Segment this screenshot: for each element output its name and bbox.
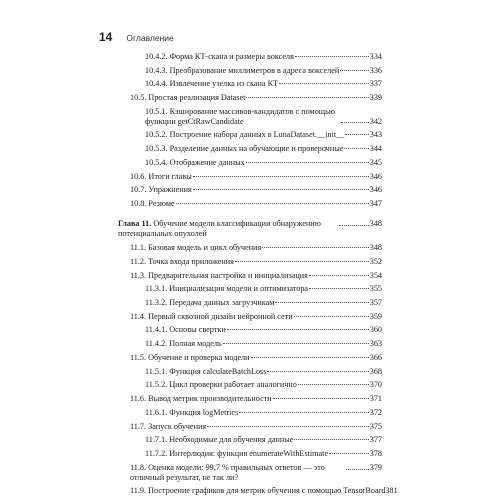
toc-entry[interactable] (130, 243, 382, 253)
toc-entry-page: 368 (369, 366, 382, 376)
leader-dots (344, 147, 368, 149)
toc-entry-title: 11.5.2. Цикл проверки работает аналогично (145, 380, 297, 390)
toc-entry[interactable] (145, 130, 382, 140)
toc-entry-title: 11.6. Вывод метрик производительности (130, 394, 272, 404)
toc-entry-page: 359 (369, 311, 382, 321)
leader-dots (346, 468, 369, 470)
toc-entry-title: 11.8. Оценка модели: 99,7 % правильных ответов — это отличный результат, не так ли? (130, 462, 325, 482)
page-header (99, 30, 174, 44)
toc-entry-title: 11.2. Точка входа приложения (130, 256, 234, 266)
leader-dots (227, 328, 369, 330)
toc-entry-page: 346 (369, 185, 382, 195)
toc-entry[interactable] (130, 185, 382, 195)
toc-entry-title: 10.4.2. Форма КТ-скана и размеры вокселя (145, 52, 294, 61)
toc-entry-page: 334 (369, 52, 382, 61)
toc-entry[interactable] (130, 353, 382, 363)
toc-entry-title: 11.5. Обучение и проверка модели (130, 352, 250, 362)
leader-dots (309, 287, 369, 289)
leader-dots (345, 133, 368, 135)
toc-entry-page: 360 (369, 325, 382, 335)
toc-entry-title: 10.5.3. Разделение данных на обучающие и проверочные (145, 144, 344, 154)
toc-entry[interactable] (130, 199, 382, 209)
toc-entry-page: 370 (369, 380, 382, 390)
leader-dots (275, 301, 368, 303)
toc-entry-page: 343 (369, 130, 382, 140)
toc-entry-title: 10.5.1. Кэширование массивов-кандидатов с помощью функции getCtRawCandidate (145, 106, 335, 126)
toc-entry-title: 11.9. Построение графиков для метрик обучения с помощью TensorBoard (130, 486, 386, 496)
page-number: 14 (99, 30, 113, 44)
toc-entry-page: 347 (369, 199, 382, 209)
leader-dots (279, 82, 369, 84)
toc-entry[interactable] (145, 325, 382, 335)
toc-entry-page: 377 (369, 435, 382, 445)
toc-entry[interactable] (145, 79, 382, 89)
toc-entry[interactable] (130, 463, 382, 483)
toc-entry[interactable] (145, 284, 382, 294)
toc-entry-page: 366 (369, 352, 382, 362)
toc-entry-page: 348 (369, 243, 382, 253)
toc-entry[interactable] (145, 367, 382, 377)
toc-entry-page: 342 (369, 116, 382, 126)
toc-entry[interactable] (130, 312, 382, 322)
toc-entry-title: 10.5. Простая реализация Dataset (130, 93, 246, 103)
leader-dots (298, 383, 369, 385)
toc-entry-page: 348 (369, 218, 382, 228)
toc-entry[interactable] (145, 144, 382, 154)
toc-entry-title: 10.5.2. Построение набора данных в LunaDataset.__init__ (145, 130, 345, 140)
toc-entry-title: 10.5.4. Отображение данных (145, 157, 245, 167)
toc-entry[interactable] (130, 271, 382, 281)
toc-entry-title: 11.3.1. Инициализация модели и оптимизатора (145, 284, 309, 294)
toc-entry[interactable] (130, 172, 382, 182)
toc-entry[interactable] (130, 486, 398, 496)
running-head: Оглавление (126, 33, 174, 43)
toc-entry-page: 375 (369, 421, 382, 431)
toc-entry-title: 10.6. Итоги главы (130, 171, 192, 181)
toc-entry-title: 11.7.1. Необходимые для обучения данные (145, 435, 294, 445)
toc-entry-title: 11.4. Первый сквозной дизайн нейронной сети (130, 311, 293, 321)
leader-dots (267, 370, 368, 372)
toc-entry-page: 371 (369, 394, 382, 404)
toc-entry[interactable] (145, 380, 382, 390)
leader-dots (295, 55, 369, 57)
toc-entry-page: 379 (369, 462, 382, 472)
leader-dots (273, 397, 369, 399)
toc-entry-page: 345 (369, 157, 382, 167)
leader-dots (246, 96, 368, 98)
toc-entry-title: 10.7. Упражнения (130, 185, 192, 195)
toc-entry[interactable] (145, 158, 382, 168)
chapter-title: Обучение модели классификации обнаружению потенциальных опухолей (118, 218, 321, 238)
toc-entry-page: 357 (369, 298, 382, 307)
toc-entry[interactable] (145, 52, 382, 62)
leader-dots (251, 356, 369, 358)
toc-entry-page: 352 (369, 256, 382, 266)
chapter-label: Глава 11. (118, 218, 152, 228)
toc-entry[interactable] (130, 93, 382, 103)
leader-dots (239, 411, 368, 413)
toc-entry[interactable] (145, 435, 382, 445)
leader-dots (223, 342, 369, 344)
toc-entry[interactable] (145, 449, 382, 459)
toc-entry[interactable] (130, 422, 382, 432)
leader-dots (193, 175, 369, 177)
toc-entry-title (118, 219, 338, 239)
toc-entry-page: 378 (369, 448, 382, 458)
leader-dots (207, 425, 369, 427)
leader-dots (294, 438, 368, 440)
leader-dots (262, 246, 368, 248)
toc-entry-title: 11.6.1. Функция logMetrics (145, 407, 239, 417)
toc-entry-page: 346 (369, 171, 382, 181)
toc-entry-page: 354 (369, 270, 382, 280)
toc-entry-page: 372 (369, 407, 382, 417)
toc-entry-title: 10.4.4. Извлечение узелка из скана КТ (145, 79, 279, 89)
toc-entry-title: 11.3.2. Передача данных загрузчикам (145, 298, 275, 307)
toc-entry-title: 11.5.1. Функция calculateBatchLoss (145, 366, 267, 376)
toc-entry-page: 337 (369, 79, 382, 89)
leader-dots (329, 452, 369, 454)
toc-entry-page: 381 (385, 486, 398, 496)
toc-entry-title: 10.4.3. Преобразование миллиметров в адреса вокселей (145, 65, 340, 75)
toc-entry[interactable] (130, 257, 382, 267)
leader-dots (309, 274, 369, 276)
toc-entry-page: 355 (369, 284, 382, 294)
toc-entry[interactable] (130, 394, 382, 404)
leader-dots (235, 260, 369, 262)
toc-entry[interactable] (145, 107, 382, 127)
toc-entry[interactable] (145, 408, 382, 418)
toc-entry-page: 339 (369, 93, 382, 103)
leader-dots (193, 188, 369, 190)
toc-entry-page: 336 (369, 65, 382, 75)
leader-dots (246, 161, 369, 163)
leader-dots (176, 202, 369, 204)
toc-entry-page: 344 (369, 144, 382, 154)
toc-entry[interactable] (145, 298, 382, 308)
toc-entry-title: 11.7. Запуск обучения (130, 421, 207, 431)
toc-entry-title: 11.7.2. Интерлюдия: функция enumerateWithEstimate (145, 448, 329, 458)
leader-dots (294, 315, 369, 317)
toc-entry-page: 363 (369, 339, 382, 349)
toc-entry-title: 11.4.1. Основы свертки (145, 325, 226, 335)
toc-chapter-entry[interactable] (118, 219, 382, 239)
toc-entry-title: 11.4.2. Полная модель (145, 339, 222, 349)
toc-entry[interactable] (145, 339, 382, 349)
leader-dots (339, 224, 369, 226)
toc-entry-title: 11.3. Предварительная настройка и инициализация (130, 270, 308, 280)
toc-entry-title: 11.1. Базовая модель и цикл обучения (130, 243, 262, 253)
leader-dots (340, 69, 368, 71)
toc-entry-title: 10.8. Резюме (130, 199, 175, 209)
toc-entry[interactable] (145, 66, 382, 76)
leader-dots (341, 121, 369, 123)
